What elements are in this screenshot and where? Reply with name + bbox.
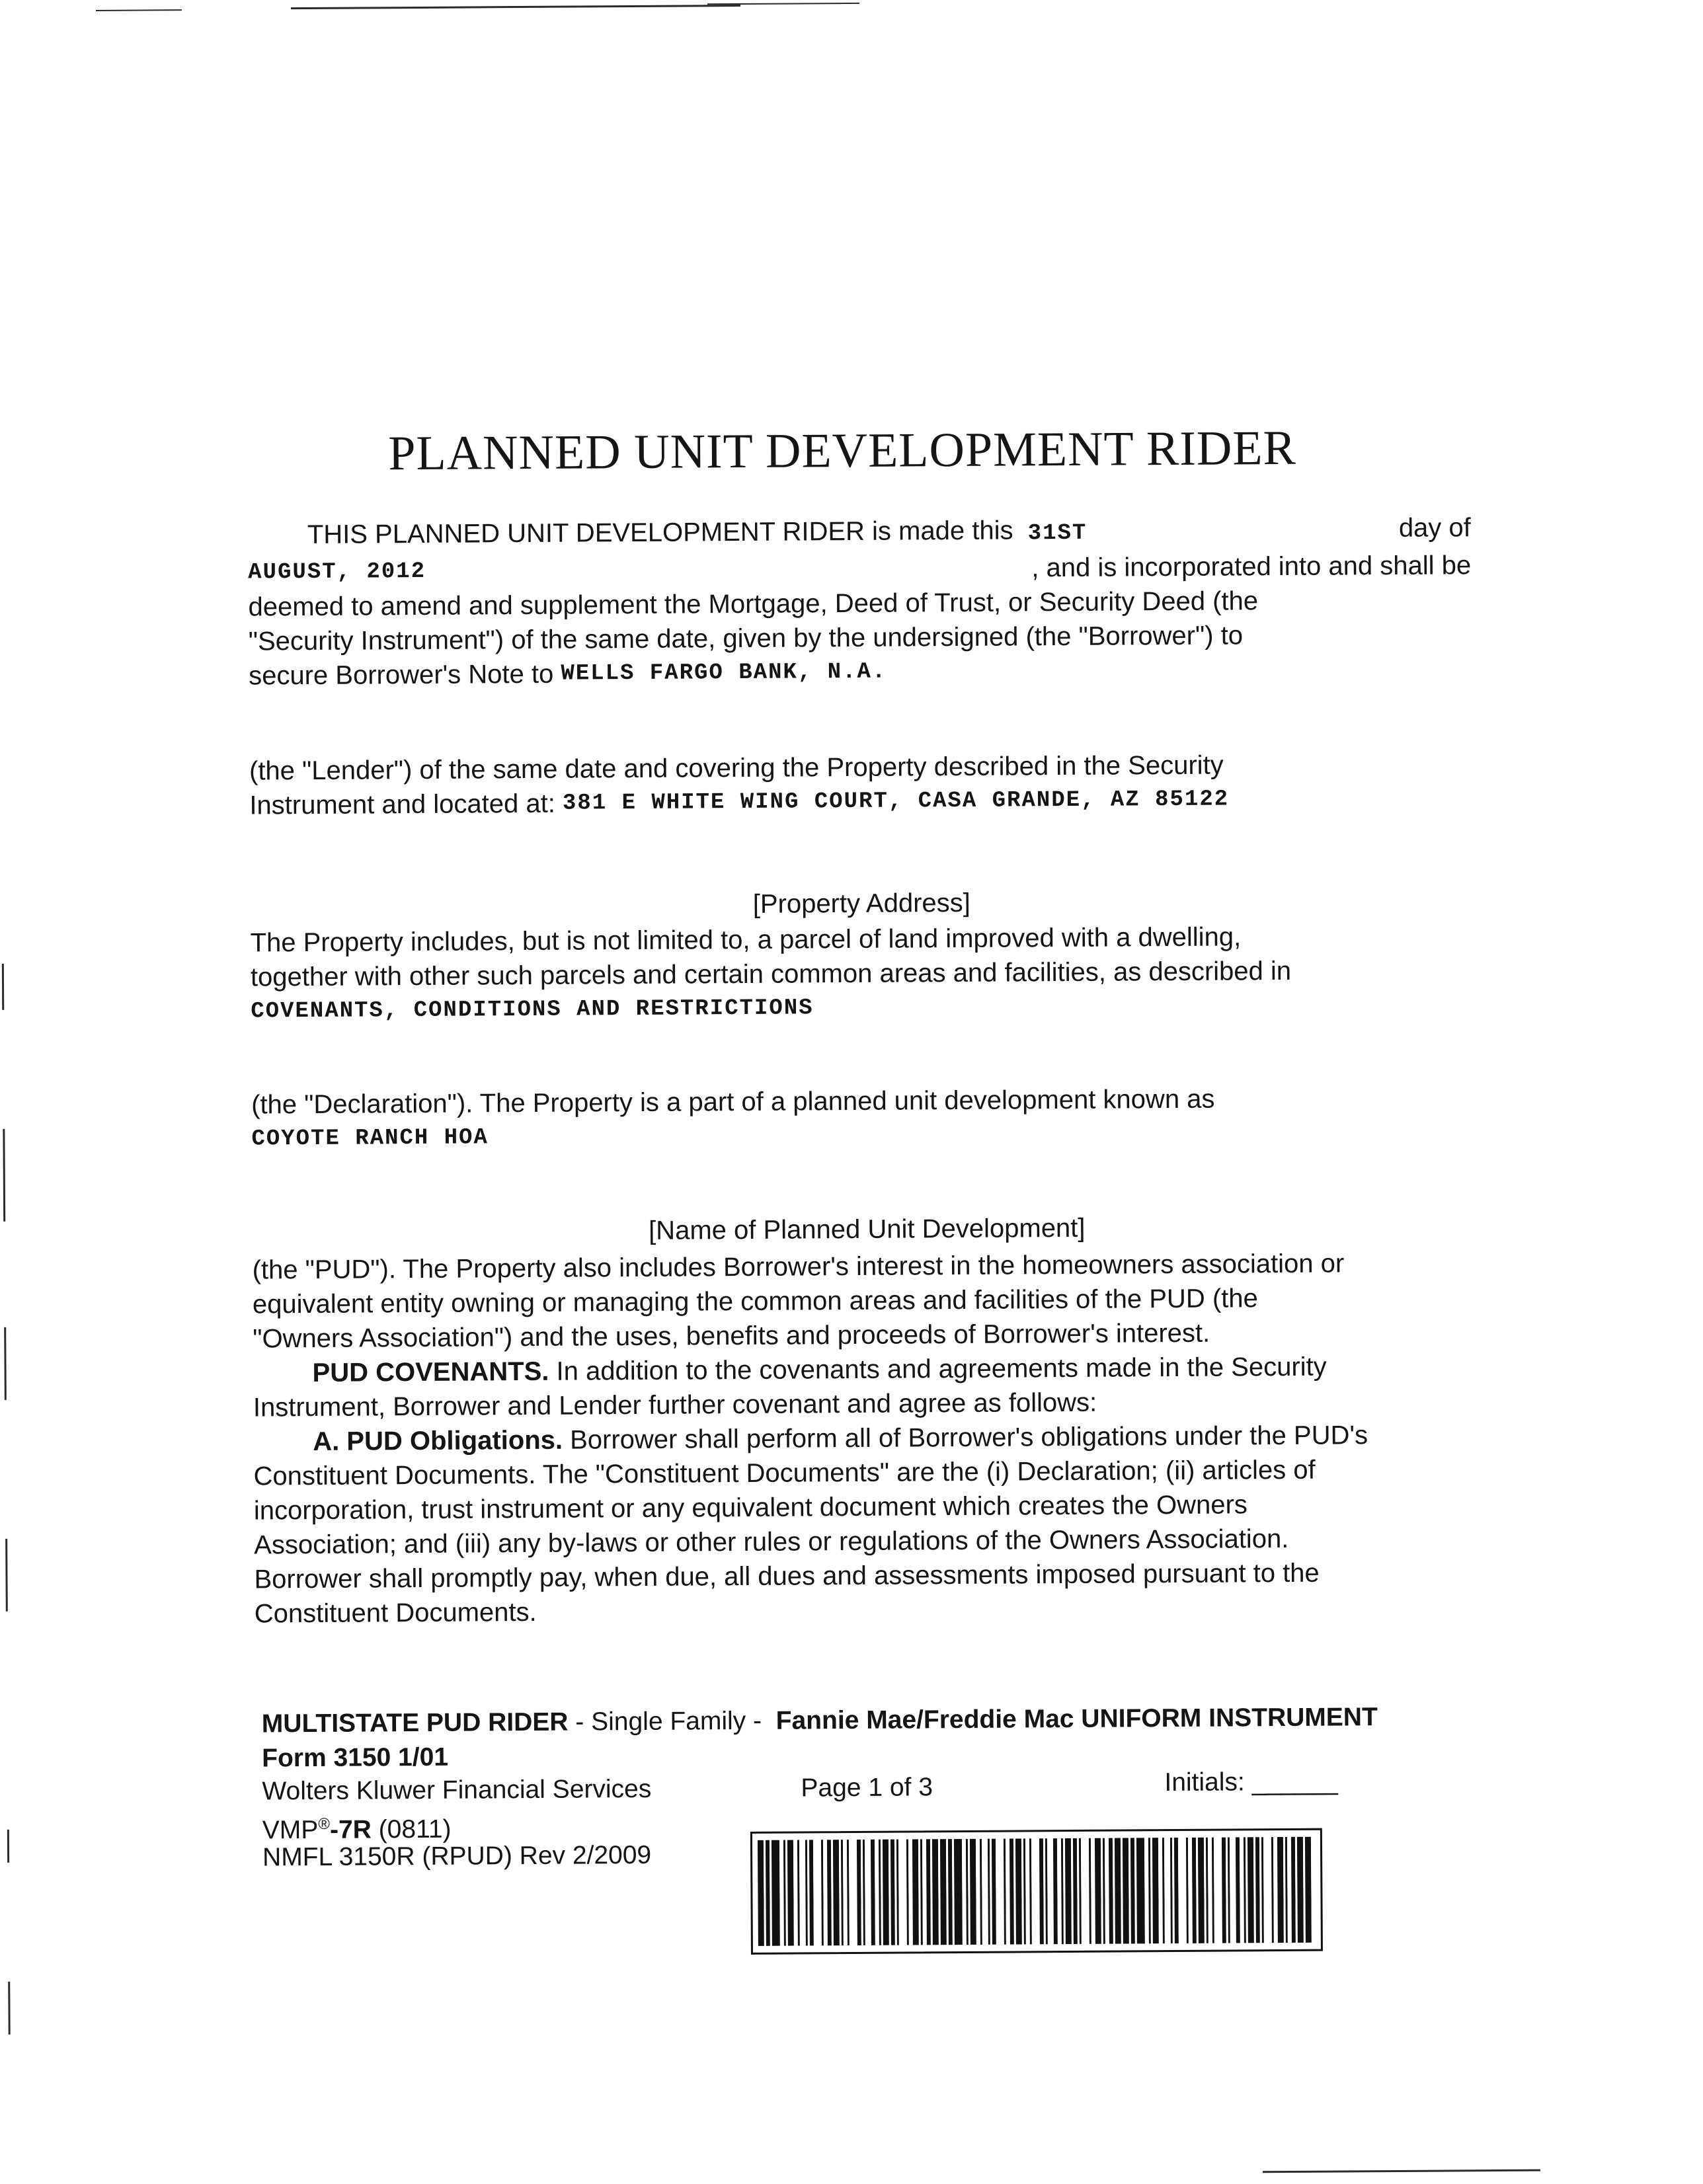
obligations-text: incorporation, trust instrument or any equivalent document which creates the Owners (253, 1490, 1248, 1526)
scan-artifact-left-mark (5, 1539, 8, 1612)
pud-text: (the "PUD"). The Property also includes Borrower's interest in the homeowners association or (252, 1249, 1345, 1285)
property-paragraph (250, 918, 1474, 1029)
barcode (750, 1828, 1323, 1955)
nmfl-code: NMFL 3150R (RPUD) Rev 2/2009 (262, 1840, 652, 1872)
scan-artifact-left-mark (7, 1830, 9, 1863)
scan-artifact-top-rule (291, 5, 740, 9)
covenants-text: In addition to the covenants and agreements made in the Security (556, 1352, 1327, 1386)
form-number: Form 3150 1/01 (262, 1742, 449, 1773)
barcode-stripe (1178, 1838, 1187, 1943)
uniform-instrument-label: UNIFORM INSTRUMENT (1081, 1703, 1378, 1733)
scan-artifact-left-mark (3, 1129, 5, 1222)
obligations-heading: A. PUD Obligations. (313, 1425, 563, 1456)
scan-artifact-top-rule (707, 3, 859, 5)
barcode-stripe (898, 1840, 907, 1945)
covenants-paragraph (253, 1348, 1478, 1631)
declaration-line-2 (251, 1114, 1474, 1156)
barcode-stripe (813, 1840, 822, 1945)
lender-line-2 (249, 781, 1472, 822)
barcode-stripe (1031, 1838, 1040, 1944)
covenants-text: Instrument, Borrower and Lender further covenant and agree as follows: (253, 1387, 1097, 1423)
intro-line-5 (249, 651, 1472, 693)
multistate-label: MULTISTATE PUD RIDER (261, 1707, 569, 1738)
intro-text: secure Borrower's Note to (249, 659, 554, 691)
barcode-stripe (1311, 1837, 1314, 1943)
barcode-stripe (996, 1839, 1004, 1945)
property-text: The Property includes, but is not limited to, a parcel of land improved with a dwelling, (250, 922, 1242, 958)
obligations-text: Borrower shall promptly pay, when due, all dues and assessments imposed pursuant to the (254, 1558, 1320, 1594)
pud-name-label: [Name of Planned Unit Development] (648, 1213, 1086, 1245)
obligations-text: Association; and (iii) any by-laws or other rules or regulations of the Owners Association. (254, 1524, 1289, 1560)
intro-text: deemed to amend and supplement the Mortgage, Deed of Trust, or Security Deed (the (248, 586, 1259, 622)
page-number: Page 1 of 3 (801, 1773, 933, 1803)
day-field: 31ST (1027, 520, 1088, 547)
vmp-prefix: VMP (262, 1815, 319, 1845)
intro-paragraph (248, 510, 1472, 693)
publisher-name: Wolters Kluwer Financial Services (262, 1774, 652, 1806)
barcode-stripe (954, 1839, 963, 1945)
barcode-stripe (772, 1840, 780, 1946)
single-family-label: - Single Family - (575, 1706, 762, 1736)
covenants-heading: PUD COVENANTS. (312, 1356, 549, 1387)
pud-paragraph (252, 1245, 1476, 1356)
intro-text: , and is incorporated into and shall be (1031, 551, 1472, 583)
barcode-stripe (1263, 1837, 1272, 1943)
scan-artifact-top-rule (96, 9, 182, 11)
scan-artifact-left-mark (4, 1327, 7, 1400)
intro-text: day of (1398, 513, 1471, 543)
lender-text: Instrument and located at: (249, 789, 555, 820)
scan-artifact-left-mark (8, 1982, 10, 2035)
barcode-stripe (1136, 1838, 1145, 1943)
lender-paragraph (249, 746, 1473, 822)
declaration-paragraph (251, 1080, 1475, 1156)
vmp-code-bold: -7R (329, 1815, 372, 1844)
document-title: PLANNED UNIT DEVELOPMENT RIDER (388, 420, 1297, 481)
lender-text: (the "Lender") of the same date and covering the Property described in the Security (249, 750, 1224, 786)
pud-text: "Owners Association") and the uses, benefits and proceeds of Borrower's interest. (253, 1318, 1210, 1354)
pud-text: equivalent entity owning or managing the common areas and facilities of the PUD (the (252, 1284, 1258, 1319)
fannie-freddie-label: Fannie Mae/Freddie Mac (775, 1704, 1074, 1735)
form-footer-line-1 (262, 1701, 1378, 1740)
vmp-suffix: (0811) (371, 1814, 452, 1844)
declaration-document-field: COVENANTS, CONDITIONS AND RESTRICTIONS (251, 995, 814, 1025)
intro-text: THIS PLANNED UNIT DEVELOPMENT RIDER is made this (307, 516, 1013, 550)
obligations-line-6 (255, 1589, 1478, 1631)
obligations-text: Borrower shall perform all of Borrower's obligations under the PUD's (570, 1421, 1368, 1455)
property-address-label: [Property Address] (752, 888, 970, 919)
lender-name-field: WELLS FARGO BANK, N.A. (561, 659, 887, 687)
property-address-field: 381 E WHITE WING COURT, CASA GRANDE, AZ 85122 (562, 787, 1230, 816)
barcode-stripe (849, 1840, 857, 1945)
initials-field: Initials: ______ (1164, 1767, 1338, 1797)
property-line-3 (251, 987, 1474, 1029)
obligations-text: Constituent Documents. The "Constituent Documents" are the (i) Declaration; (ii) articles of (253, 1455, 1316, 1491)
barcode-stripe (1081, 1838, 1089, 1944)
declaration-text: (the "Declaration"). The Property is a part of a planned unit development known as (251, 1084, 1215, 1120)
property-text: together with other such parcels and certain common areas and facilities, as described in (250, 956, 1292, 992)
obligations-text: Constituent Documents. (254, 1597, 537, 1629)
registered-mark: ® (318, 1814, 331, 1833)
intro-text: "Security Instrument") of the same date, given by the undersigned (the "Borrower") to (248, 621, 1244, 656)
barcode-stripe (1214, 1838, 1222, 1943)
scan-artifact-left-mark (2, 964, 4, 1010)
month-year-field: AUGUST, 2012 (248, 559, 426, 586)
scan-artifact-bottom-rule (1263, 2169, 1540, 2173)
pud-name-field: COYOTE RANCH HOA (251, 1125, 489, 1152)
